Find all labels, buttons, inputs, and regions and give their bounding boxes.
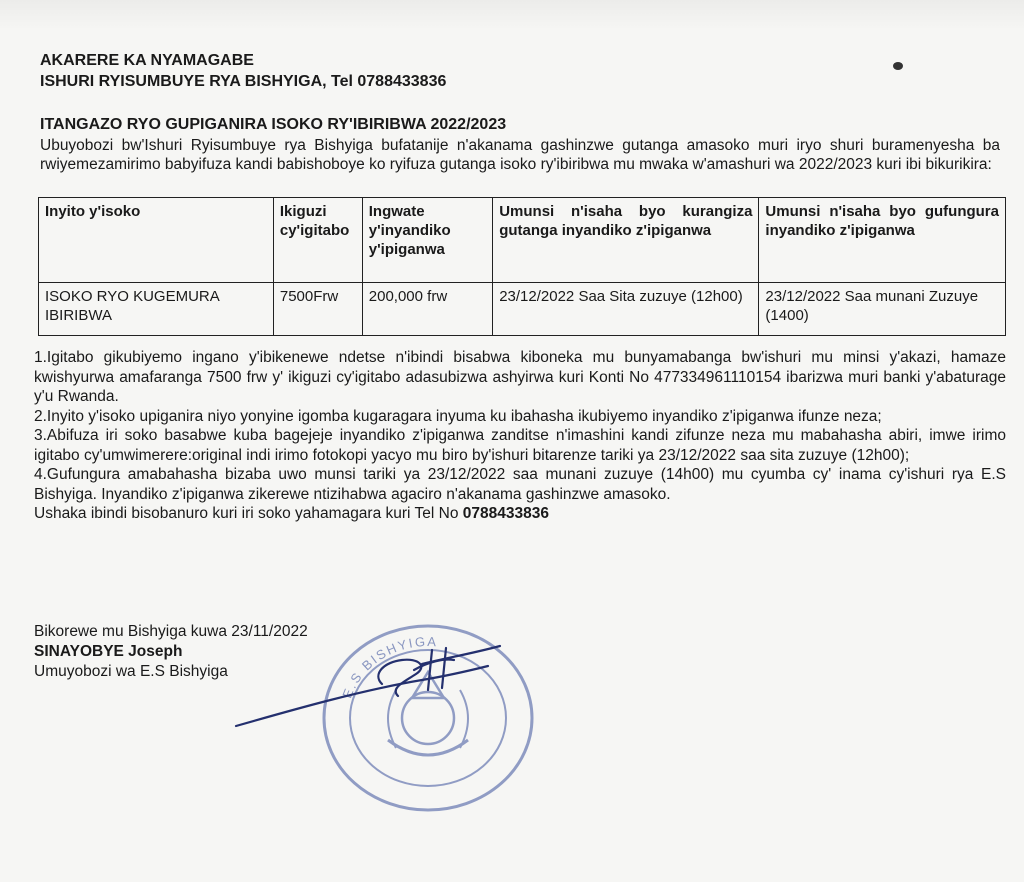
header-tender-name: Inyito y'isoko bbox=[39, 198, 274, 283]
handwritten-signature bbox=[232, 640, 532, 730]
place-date: Bikorewe mu Bishyiga kuwa 23/11/2022 bbox=[34, 623, 308, 640]
cell-bid-security: 200,000 frw bbox=[362, 283, 492, 336]
condition-4: 4.Gufungura amabahasha bizaba uwo munsi tariki ya 23/12/2022 saa munani zuzuye (14h00) mu cyumba cy' inama cy'ishuri rya E.S Bishyiga. Inyandiko z'ipiganwa zikerewe ntizihabwa agaciro n'akanama gashinzwe amasoko. bbox=[34, 466, 1006, 503]
cell-book-cost: 7500Frw bbox=[273, 283, 362, 336]
header-bid-security: Ingwate y'inyandiko y'ipiganwa bbox=[362, 198, 492, 283]
conditions-list bbox=[34, 348, 1006, 524]
letterhead bbox=[40, 50, 446, 92]
ink-speck bbox=[893, 62, 903, 70]
condition-1: 1.Igitabo gikubiyemo ingano y'ibikenewe ndetse n'ibindi bisabwa kiboneka mu bunyamabanga bw'ishuri mu minsi y'akazi, hamaze kwishyurwa amafaranga 7500 frw y' ikiguzi cy'igitabo adasubizwa ashyirwa kuri Konti No 477334961110154 ibarizwa muri banki y'abaturage y'u Rwanda. bbox=[34, 349, 1006, 405]
header-book-cost: Ikiguzi cy'igitabo bbox=[273, 198, 362, 283]
condition-3: 3.Abifuza iri soko basabwe kuba bagejeje inyandiko z'ipiganwa zanditse n'imashini kandi zifunze neza mu mabahasha abiri, imwe irimo igitabo cy'umwimerere:original indi irimo fotokopi yacyo mu biro by'ishuri bitarenze tariki ya 23/12/2022 saa sita zuzuye (12h00); bbox=[34, 427, 1006, 464]
cell-tender-name: ISOKO RYO KUGEMURA IBIRIBWA bbox=[39, 283, 274, 336]
stamp-text: E.S BISHYIGA bbox=[339, 633, 439, 701]
contact-phone: 0788433836 bbox=[462, 505, 549, 522]
signatory-name: SINAYOBYE Joseph bbox=[34, 643, 183, 660]
tender-table bbox=[38, 197, 1006, 336]
cell-submission-deadline: 23/12/2022 Saa Sita zuzuye (12h00) bbox=[493, 283, 759, 336]
signatory-role: Umuyobozi wa E.S Bishyiga bbox=[34, 663, 228, 680]
contact-line bbox=[34, 504, 1006, 524]
header-submission-deadline: Umunsi n'isaha byo kurangiza gutanga inyandiko z'ipiganwa bbox=[493, 198, 759, 283]
table-header-row bbox=[39, 198, 1006, 283]
contact-text: Ushaka ibindi bisobanuro kuri iri soko yahamagara kuri Tel No bbox=[34, 505, 463, 522]
district-name: AKARERE KA NYAMAGABE bbox=[40, 52, 254, 69]
intro-paragraph: Ubuyobozi bw'Ishuri Ryisumbuye rya Bishyiga bufatanije n'akanama gashinzwe gutanga amasoko muri iryo shuri buramenyesha ba rwiyemezamirimo babyifuza kandi babishoboye ko ryifuza gutanga isoko ry'ibiribwa mu mwaka w'amashuri wa 2022/2023 kuri ibi bikurikira: bbox=[40, 137, 1000, 173]
table-row bbox=[39, 283, 1006, 336]
header-opening-date: Umunsi n'isaha byo gufungura inyandiko z'ipiganwa bbox=[759, 198, 1006, 283]
condition-2: 2.Inyito y'isoko upiganira niyo yonyine igomba kugaragara inyuma ku ibahasha ikubiyemo inyandiko z'ipiganwa ifunze neza; bbox=[34, 407, 882, 425]
notice-title: ITANGAZO RYO GUPIGANIRA ISOKO RY'IBIRIBWA 2022/2023 bbox=[40, 116, 507, 133]
school-name-phone: ISHURI RYISUMBUYE RYA BISHYIGA, Tel 0788433836 bbox=[40, 73, 447, 90]
cell-opening-date: 23/12/2022 Saa munani Zuzuye (1400) bbox=[759, 283, 1006, 336]
